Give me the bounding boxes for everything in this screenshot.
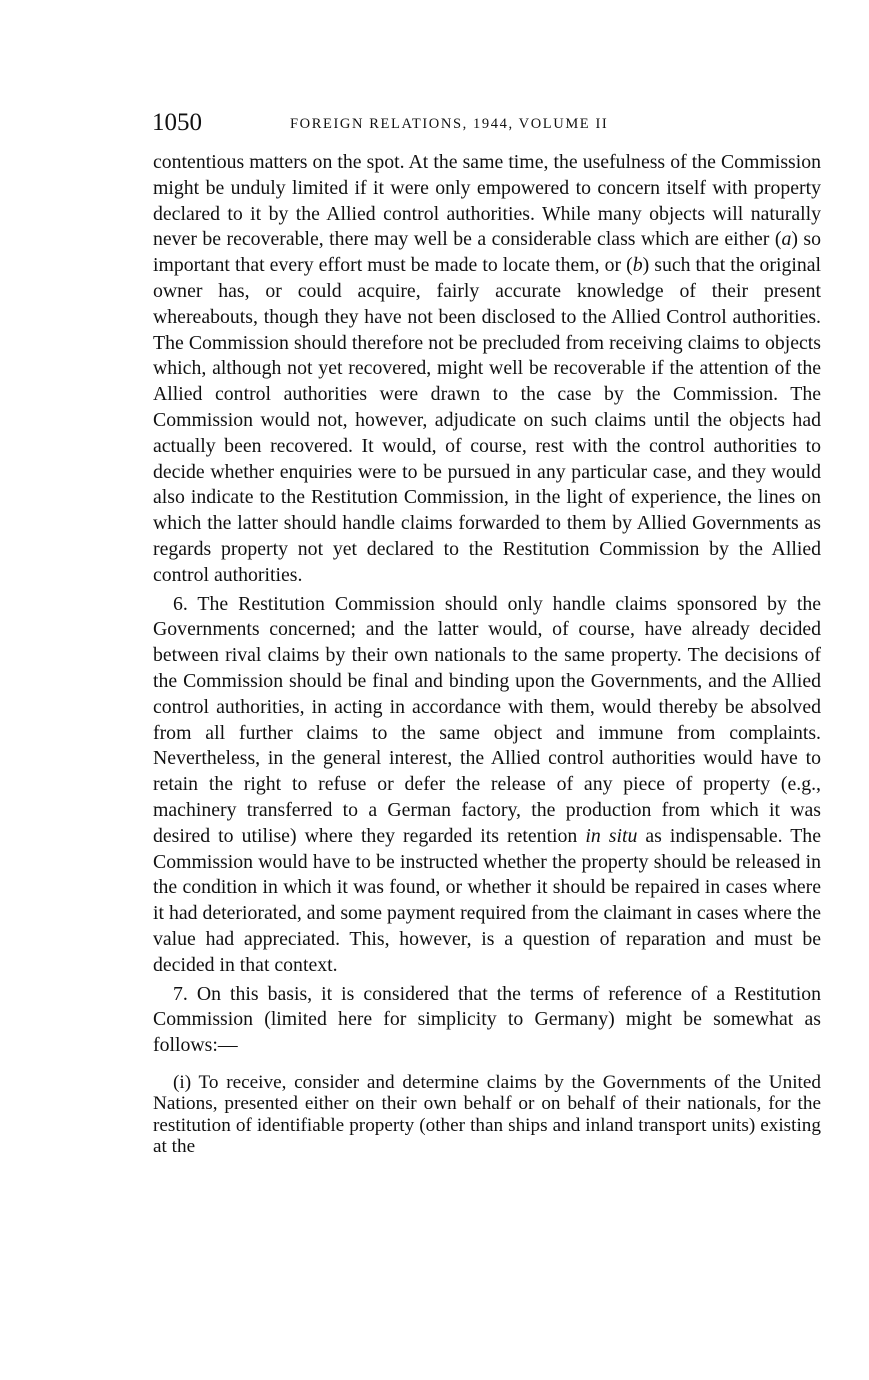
italic-text: in situ <box>585 824 638 847</box>
text-run: 7. On this basis, it is considered that the terms of reference of a Restitution Commission (limited here for simplicity to Germany) might be somewhat as follows:— <box>153 982 821 1057</box>
text-run: (i) To receive, consider and determine claims by the Governments of the United Nations, presented either on their own behalf or on behalf of their nationals, for the restitution of identifiable property (other than ships and inland transport units) existing at the <box>153 1071 821 1158</box>
clause-i <box>153 1072 821 1158</box>
italic-text: b <box>632 254 643 277</box>
page-header <box>152 106 832 140</box>
italic-text: a <box>781 228 792 251</box>
text-run: 6. The Restitution Commission should only handle claims sponsored by the Governments concerned; and the latter would, of course, have already decided between rival claims by their own nationals to the same property. The decisions of the Commission should be final and binding upon the Governments, and the Allied control authorities, in acting in accordance with them, would thereby be absolved from all further claims to the same object and immune from complaints. Nevertheless, in the general interest, the Allied control authorities would have to retain the right to refuse or defer the release of any piece of property (e.g., machinery transferred to a German factory, the production from which it was desired to utilise) where they regarded its retention <box>153 592 821 847</box>
body-text <box>153 150 821 1158</box>
paragraph-7 <box>153 982 821 1059</box>
paragraph-continued <box>153 150 821 589</box>
text-run: ) such that the original owner has, or could acquire, fairly accurate knowledge of their present whereabouts, though they have not been disclosed to the Allied Control authorities. The Commission should therefore not be precluded from receiving claims to objects which, although not yet recovered, might well be recoverable if the attention of the Allied control authorities were drawn to the case by the Commission. The Commission would not, however, adjudicate on such claims until the objects had actually been recovered. It would, of course, rest with the control authorities to decide whether enquiries were to be pursued in any particular case, and they would also indicate to the Restitution Commission, in the light of experience, the lines on which the latter should handle claims forwarded to them by Allied Governments as regards property not yet declared to the Restitution Commission by the Allied control authorities. <box>153 254 822 586</box>
page-number: 1050 <box>152 109 202 136</box>
text-run: contentious matters on the spot. At the same time, the usefulness of the Commission might be unduly limited if it were only empowered to concern itself with property declared to it by the Allied control authorities. While many objects will naturally never be recoverable, there may well be a considerable class which are either ( <box>153 151 821 251</box>
running-head: FOREIGN RELATIONS, 1944, VOLUME II <box>290 116 609 132</box>
text-run: as indispensable. The Commission would have to be instructed whether the property should be released in the condition in which it was found, or whether it should be repaired in cases where it had deteriorated, and some payment required from the claimant in cases where the value had appreciated. This, however, is a question of reparation and must be decided in that context. <box>153 824 821 976</box>
paragraph-6 <box>153 592 821 979</box>
text-run: ) so important that every effort must be made to locate them, or ( <box>153 228 821 277</box>
